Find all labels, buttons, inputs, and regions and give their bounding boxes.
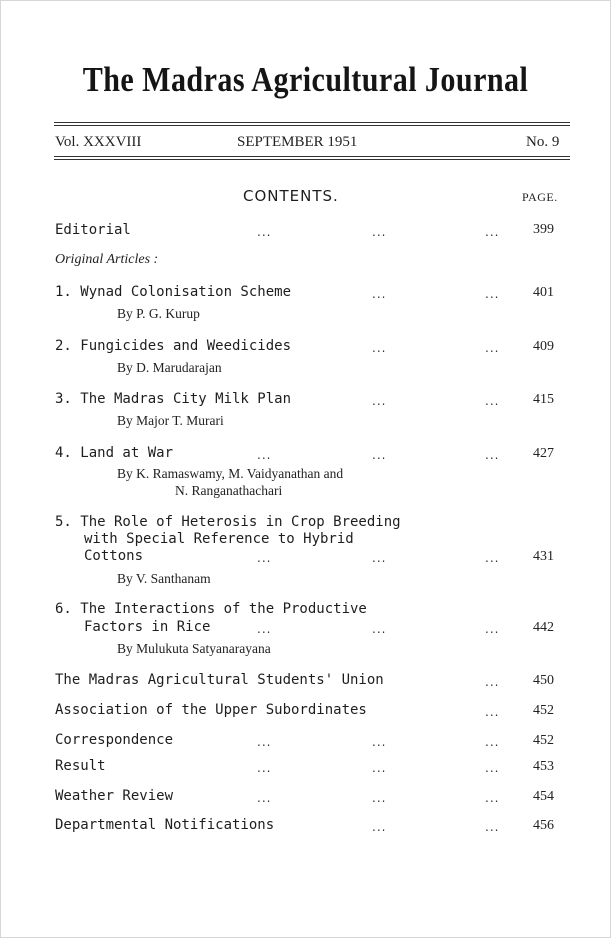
- issue-date: SEPTEMBER 1951: [237, 134, 358, 150]
- page-number: 399: [533, 222, 554, 237]
- volume: Vol. XXXVIII: [55, 134, 142, 150]
- leader-dots: ...: [485, 820, 500, 834]
- toc-article-title: 6. The Interactions of the Productive: [55, 601, 367, 617]
- toc-entry-correspondence: Correspondence: [55, 732, 174, 748]
- page-number: 401: [533, 285, 554, 300]
- toc-article-author: By K. Ramaswamy, M. Vaidyanathan and: [117, 466, 344, 481]
- leader-dots: ...: [372, 287, 387, 301]
- rule-top-1: [54, 122, 570, 123]
- page-number: 427: [533, 446, 554, 461]
- page-number: 456: [533, 818, 554, 833]
- journal-title: The Madras Agricultural Journal: [82, 60, 529, 99]
- leader-dots: ...: [485, 448, 500, 462]
- toc-article-title: 1. Wynad Colonisation Scheme: [55, 284, 292, 300]
- leader-dots: ...: [485, 735, 500, 749]
- rule-mid-1: [54, 156, 570, 157]
- leader-dots: ...: [485, 287, 500, 301]
- leader-dots: ...: [485, 675, 500, 689]
- leader-dots: ...: [257, 622, 272, 636]
- toc-article-title: 3. The Madras City Milk Plan: [55, 391, 292, 407]
- page-number: 415: [533, 392, 554, 407]
- page-number: 453: [533, 759, 554, 774]
- leader-dots: ...: [257, 225, 272, 239]
- toc-article-title: 5. The Role of Heterosis in Crop Breeding: [55, 514, 401, 530]
- leader-dots: ...: [485, 622, 500, 636]
- page-heading: PAGE.: [522, 190, 558, 204]
- leader-dots: ...: [372, 341, 387, 355]
- leader-dots: ...: [372, 761, 387, 775]
- toc-article-author: By D. Marudarajan: [117, 360, 222, 375]
- leader-dots: ...: [257, 448, 272, 462]
- issue-number: No. 9: [526, 134, 560, 150]
- leader-dots: ...: [372, 394, 387, 408]
- page-number: 409: [533, 339, 554, 354]
- leader-dots: ...: [485, 761, 500, 775]
- rule-mid-2: [54, 159, 570, 160]
- toc-article-title: 4. Land at War: [55, 445, 174, 461]
- leader-dots: ...: [372, 791, 387, 805]
- leader-dots: ...: [372, 225, 387, 239]
- page-number: 452: [533, 703, 554, 718]
- page-number: 454: [533, 789, 554, 804]
- toc-entry-upper-subordinates: Association of the Upper Subordinates: [55, 702, 367, 718]
- leader-dots: ...: [257, 735, 272, 749]
- leader-dots: ...: [257, 551, 272, 565]
- toc-article-title: Factors in Rice: [84, 619, 211, 635]
- contents-heading: CONTENTS.: [243, 187, 339, 205]
- leader-dots: ...: [372, 622, 387, 636]
- leader-dots: ...: [257, 761, 272, 775]
- toc-article-author: By Mulukuta Satyanarayana: [117, 641, 271, 656]
- page-number: 450: [533, 673, 554, 688]
- leader-dots: ...: [485, 791, 500, 805]
- page-number: 452: [533, 733, 554, 748]
- page-number: 431: [533, 549, 554, 564]
- page-number: 442: [533, 620, 554, 635]
- leader-dots: ...: [485, 551, 500, 565]
- leader-dots: ...: [485, 341, 500, 355]
- leader-dots: ...: [485, 225, 500, 239]
- original-articles-label: Original Articles :: [55, 252, 159, 267]
- toc-entry-students-union: The Madras Agricultural Students' Union: [55, 672, 384, 688]
- toc-article-title: 2. Fungicides and Weedicides: [55, 338, 292, 354]
- toc-article-author: N. Ranganathachari: [175, 483, 283, 498]
- leader-dots: ...: [372, 551, 387, 565]
- toc-article-title: with Special Reference to Hybrid: [84, 531, 354, 547]
- toc-article-author: By P. G. Kurup: [117, 306, 200, 321]
- leader-dots: ...: [257, 791, 272, 805]
- toc-entry-weather-review: Weather Review: [55, 788, 174, 804]
- rule-top-2: [54, 125, 570, 126]
- toc-article-author: By Major T. Murari: [117, 413, 224, 428]
- toc-entry-result: Result: [55, 758, 106, 774]
- leader-dots: ...: [372, 448, 387, 462]
- toc-entry-editorial: Editorial: [55, 222, 131, 238]
- leader-dots: ...: [485, 705, 500, 719]
- toc-article-title: Cottons: [84, 548, 144, 564]
- toc-article-author: By V. Santhanam: [117, 571, 211, 586]
- leader-dots: ...: [485, 394, 500, 408]
- leader-dots: ...: [372, 735, 387, 749]
- leader-dots: ...: [372, 820, 387, 834]
- toc-entry-departmental-notifications: Departmental Notifications: [55, 817, 275, 833]
